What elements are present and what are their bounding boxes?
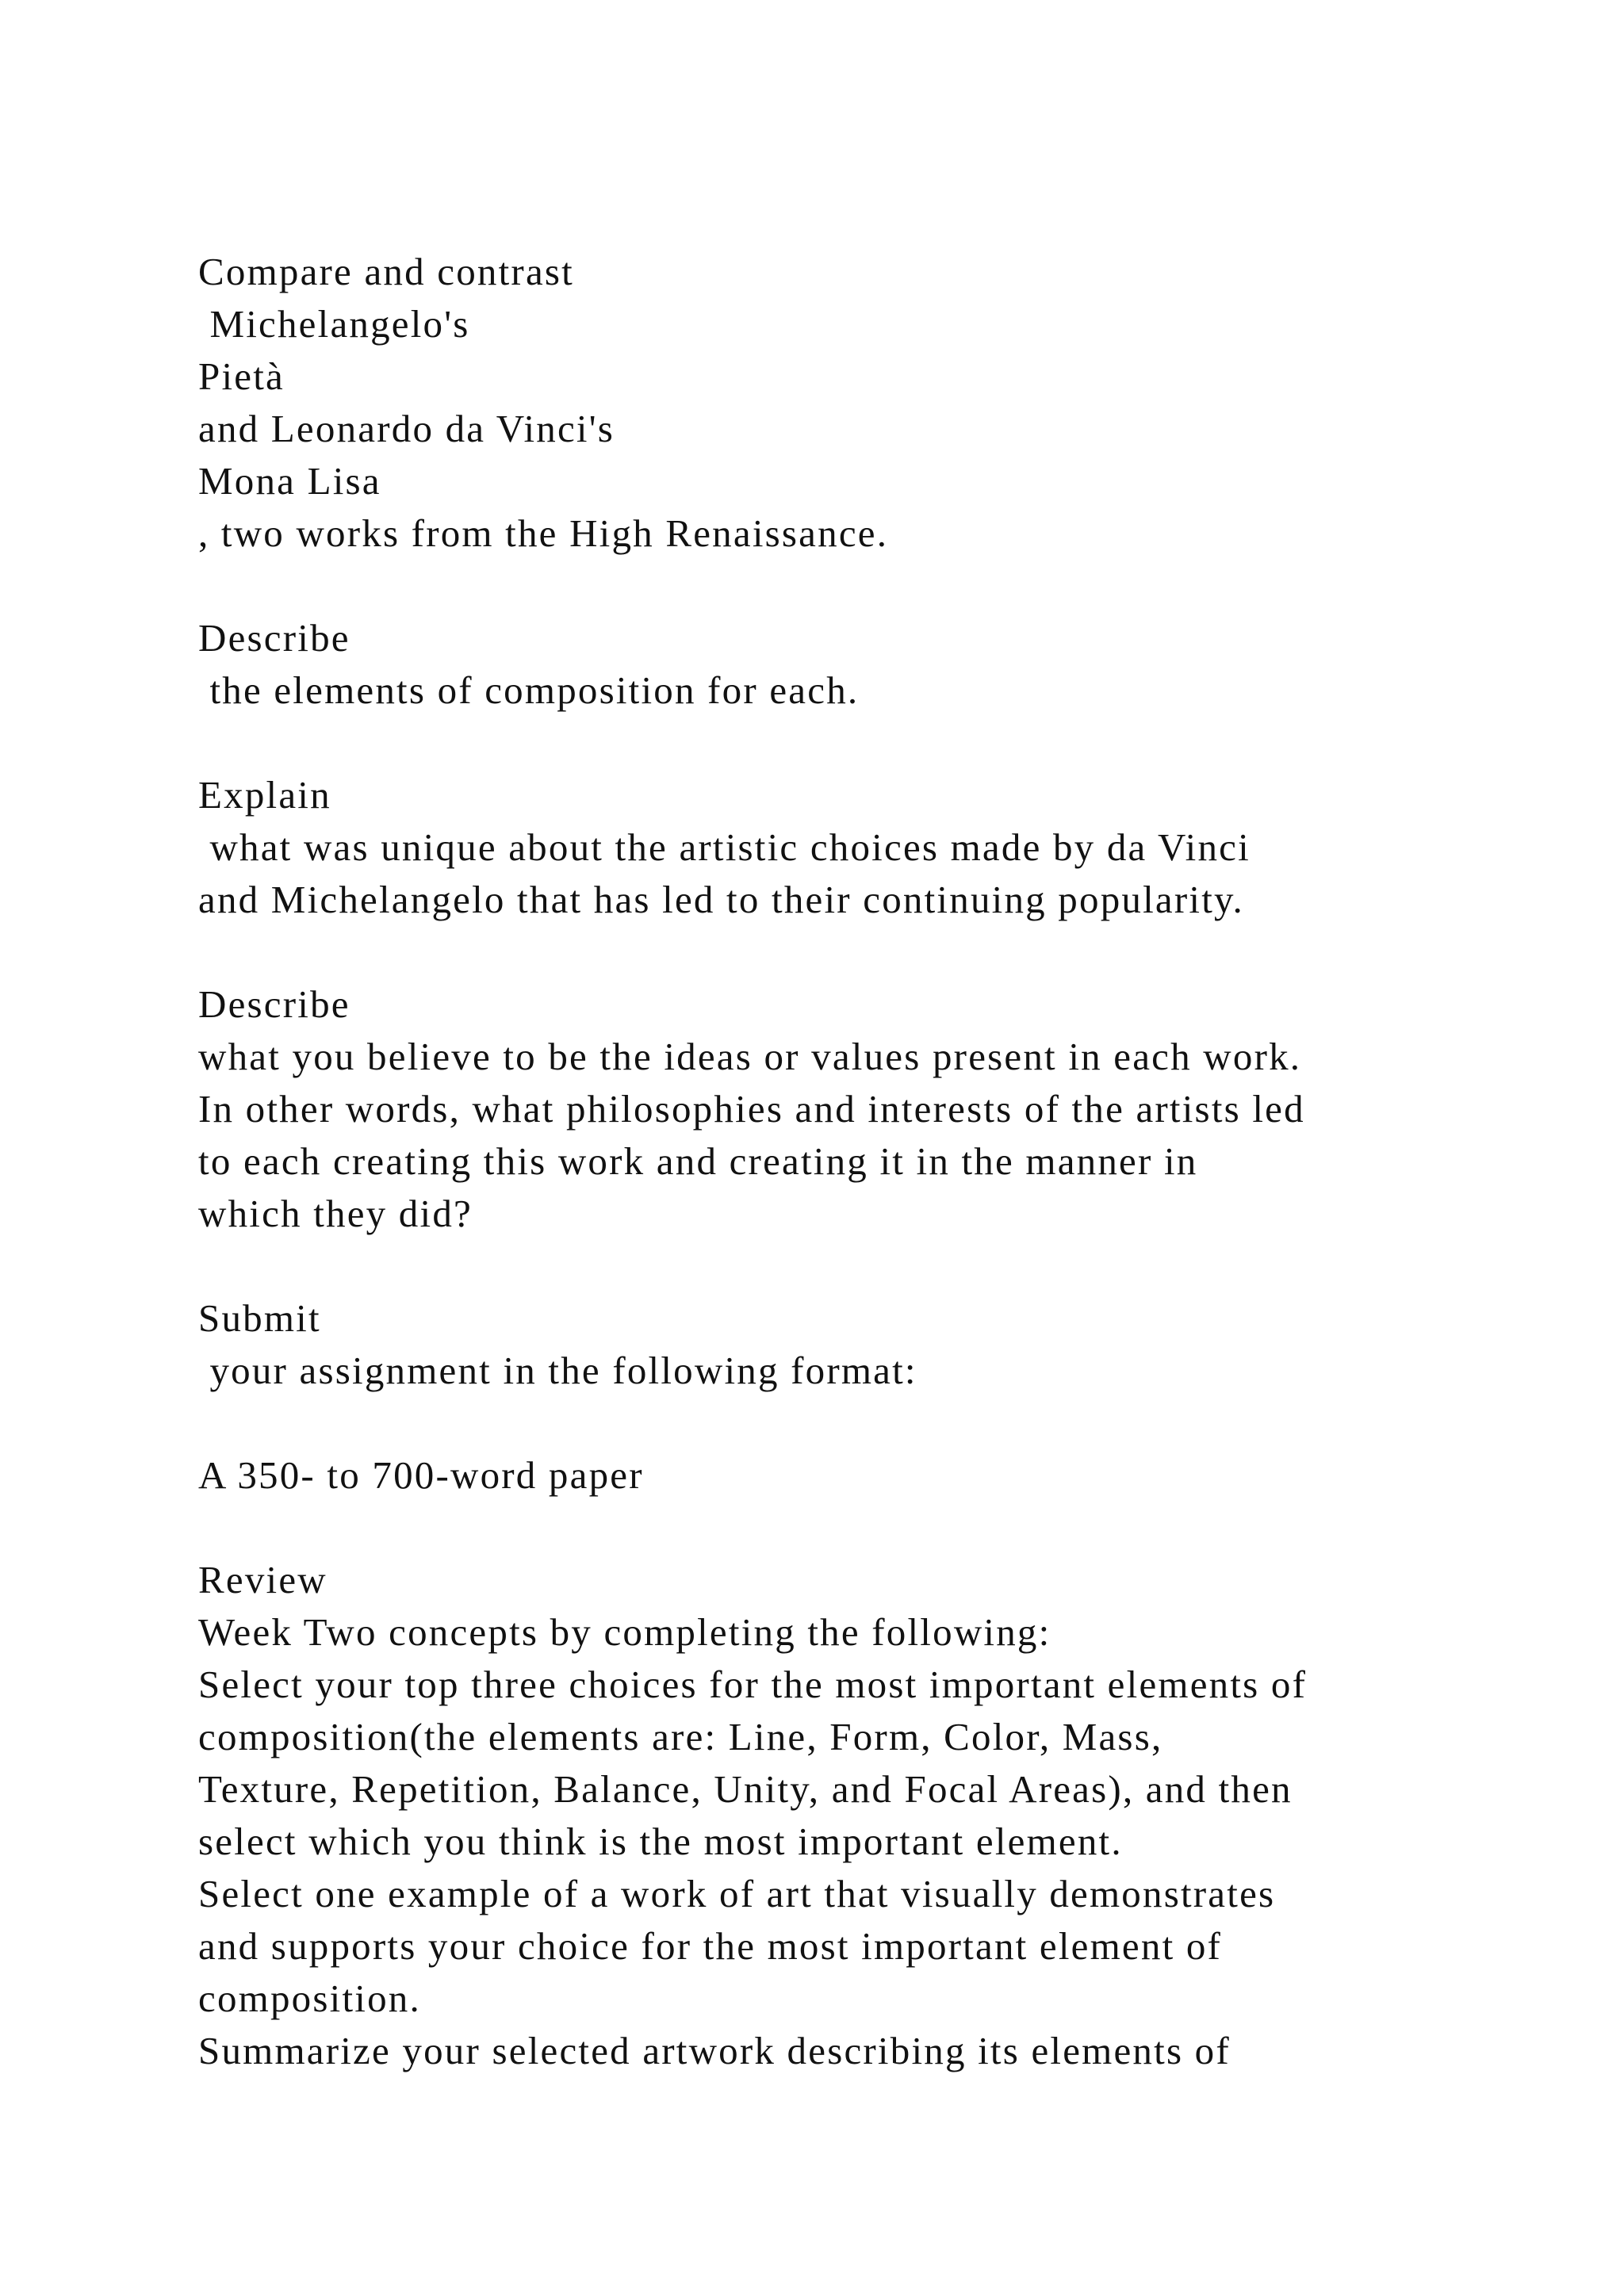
- text-line: composition(the elements are: Line, Form, Color, Mass,: [198, 1715, 1163, 1758]
- text-line: Explain: [198, 773, 331, 817]
- text-line: which they did?: [198, 1192, 473, 1235]
- text-line: and Michelangelo that has led to their continuing popularity.: [198, 878, 1244, 921]
- text-line: A 350- to 700-word paper: [198, 1453, 644, 1497]
- text-line: your assignment in the following format:: [198, 1349, 917, 1392]
- text-line: what was unique about the artistic choices made by da Vinci: [198, 825, 1251, 869]
- text-line: composition.: [198, 1976, 421, 2020]
- text-line: , two works from the High Renaissance.: [198, 511, 889, 555]
- document-body: [198, 246, 1499, 2077]
- text-line: Describe: [198, 982, 350, 1026]
- blank-line: [198, 560, 1499, 612]
- text-line: Mona Lisa: [198, 459, 381, 503]
- text-line: In other words, what philosophies and interests of the artists led: [198, 1087, 1305, 1131]
- text-line: and Leonardo da Vinci's: [198, 407, 615, 450]
- text-line: Compare and contrast: [198, 250, 574, 293]
- blank-line: [198, 1502, 1499, 1554]
- text-line: Week Two concepts by completing the following:: [198, 1610, 1051, 1654]
- text-line: Describe: [198, 616, 350, 660]
- text-line: what you believe to be the ideas or values present in each work.: [198, 1035, 1302, 1078]
- text-line: Review: [198, 1558, 327, 1601]
- text-line: Select one example of a work of art that visually demonstrates: [198, 1872, 1276, 1915]
- text-line: to each creating this work and creating it in the manner in: [198, 1139, 1198, 1183]
- text-line: Texture, Repetition, Balance, Unity, and Focal Areas), and then: [198, 1767, 1293, 1811]
- text-line: and supports your choice for the most important element of: [198, 1924, 1223, 1968]
- text-line: Pietà: [198, 354, 285, 398]
- blank-line: [198, 717, 1499, 769]
- text-line: select which you think is the most important element.: [198, 1820, 1123, 1863]
- blank-line: [198, 926, 1499, 978]
- blank-line: [198, 1240, 1499, 1292]
- text-line: the elements of composition for each.: [198, 668, 860, 712]
- text-line: Select your top three choices for the most important elements of: [198, 1663, 1308, 1706]
- blank-line: [198, 1397, 1499, 1449]
- text-line: Summarize your selected artwork describing its elements of: [198, 2029, 1231, 2072]
- text-line: Michelangelo's: [198, 302, 470, 346]
- text-line: Submit: [198, 1296, 321, 1340]
